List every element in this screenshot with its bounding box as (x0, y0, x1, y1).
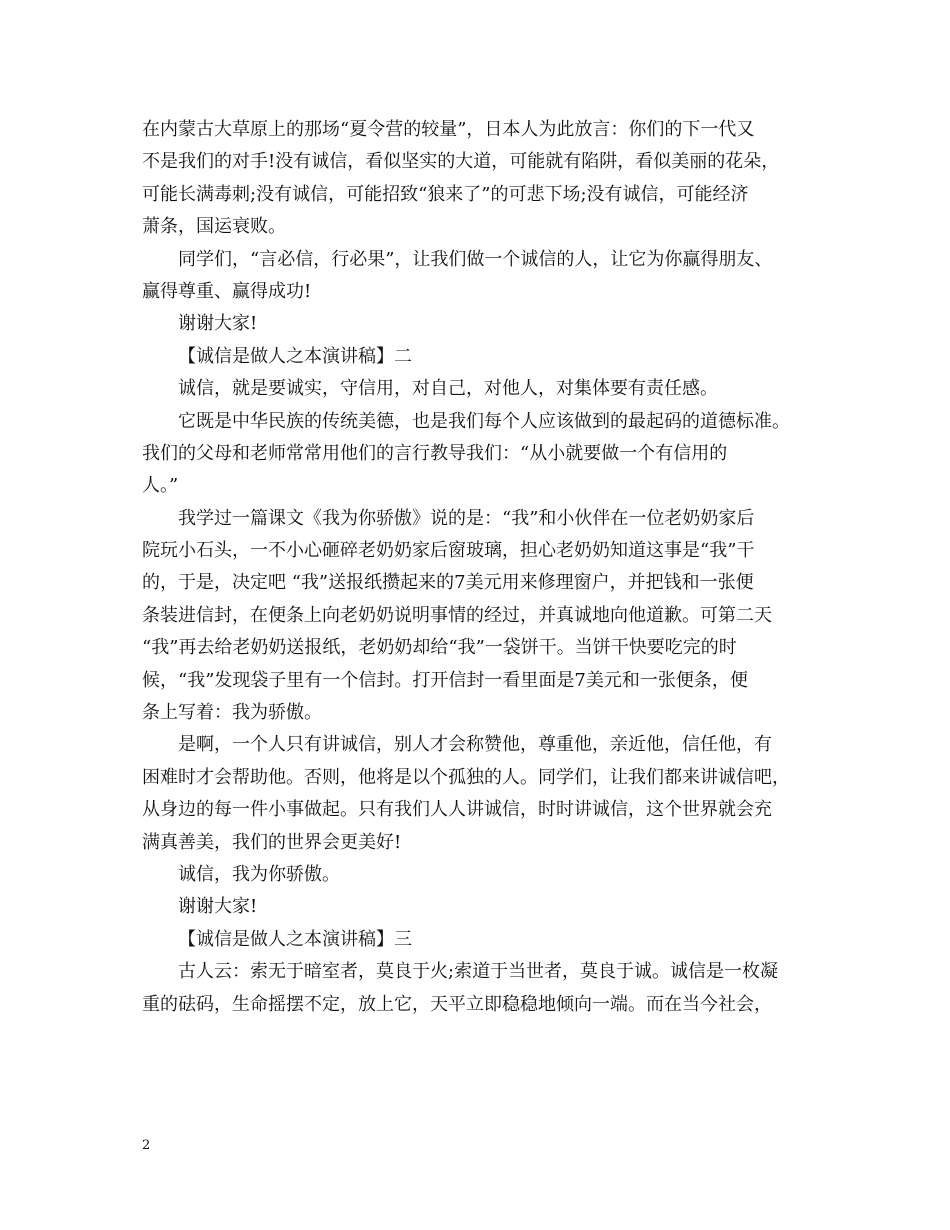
text-line: 在内蒙古大草原上的那场“夏令营的较量”，日本人为此放言：你们的下一代又 (142, 119, 755, 140)
text-line: 满真善美，我们的世界会更美好! (142, 831, 402, 853)
text-line: 萧条，国运衰败。 (142, 216, 286, 238)
text-line: “我”再去给老奶奶送报纸，老奶奶却给“我”一袋饼干。当饼干快要吃完的时 (142, 637, 737, 659)
text-line: 诚信，我为你骄傲。 (178, 863, 340, 885)
text-line: 重的砝码，生命摇摆不定，放上它，天平立即稳稳地倾向一端。而在当今社会， (142, 993, 772, 1015)
text-line: 谢谢大家! (178, 896, 258, 918)
text-line: 条装进信封，在便条上向老奶奶说明事情的经过，并真诚地向他道歉。可第二天 (142, 604, 772, 626)
text-line: 赢得尊重、赢得成功! (142, 280, 312, 302)
text-line: 【诚信是做人之本演讲稿】三 (178, 928, 412, 950)
text-line: 我学过一篇课文《我为你骄傲》说的是：“我”和小伙伴在一位老奶奶家后 (178, 507, 755, 529)
page-number: 2 (142, 1138, 151, 1153)
text-line: 条上写着：我为骄傲。 (142, 702, 322, 724)
text-line: 困难时才会帮助他。否则，他将是以个孤独的人。同学们，让我们都来讲诚信吧， (142, 766, 790, 788)
document-body (142, 114, 812, 1021)
text-line: 我们的父母和老师常常用他们的言行教导我们：“从小就要做一个有信用的 (142, 442, 728, 464)
text-line: 人。” (142, 475, 179, 497)
text-line: 院玩小石头，一不小心砸碎老奶奶家后窗玻璃，担心老奶奶知道这事是“我”干 (142, 540, 755, 562)
text-line: 古人云：索无于暗室者，莫良于火;索道于当世者，莫良于诚。诚信是一枚凝 (178, 961, 779, 983)
text-line: 诚信，就是要诚实，守信用，对自己，对他人，对集体要有责任感。 (178, 378, 718, 400)
text-line: 谢谢大家! (178, 313, 258, 335)
text-line: 它既是中华民族的传统美德，也是我们每个人应该做到的最起码的道德标准。 (178, 410, 790, 432)
text-line: 可能长满毒刺;没有诚信，可能招致“狼来了”的可悲下场;没有诚信，可能经济 (142, 183, 749, 205)
text-line: 的，于是，决定吧 “我”送报纸攒起来的7美元用来修理窗户，并把钱和一张便 (142, 572, 754, 594)
text-line: 候，“我”发现袋子里有一个信封。打开信封一看里面是7美元和一张便条，便 (142, 669, 748, 691)
text-line: 【诚信是做人之本演讲稿】二 (178, 345, 412, 367)
text-line: 不是我们的对手!没有诚信，看似坚实的大道，可能就有陷阱，看似美丽的花朵， (142, 151, 780, 173)
text-line: 从身边的每一件小事做起。只有我们人人讲诚信，时时讲诚信，这个世界就会充 (142, 799, 772, 821)
text-line: 是啊，一个人只有讲诚信，别人才会称赞他，尊重他，亲近他，信任他，有 (178, 734, 772, 756)
text-line: 同学们，“言必信，行必果”，让我们做一个诚信的人，让它为你赢得朋友、 (178, 248, 773, 270)
